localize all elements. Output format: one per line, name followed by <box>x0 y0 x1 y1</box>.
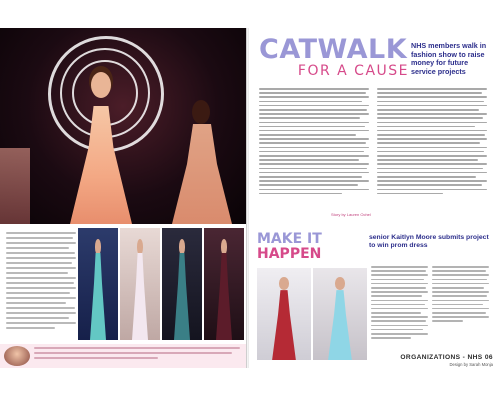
runway-photo-strip <box>78 228 244 340</box>
footer-section: ORGANIZATIONS - NHS <box>400 354 483 361</box>
sidebar-deck: senior Kaitlyn Moore submits project to win prom dress <box>369 234 489 249</box>
story-body <box>259 88 487 218</box>
story-deck: NHS members walk in fashion show to raise money for future service projects <box>411 41 487 76</box>
model-head <box>91 72 111 98</box>
background-model-gown <box>172 124 232 224</box>
left-page <box>0 28 246 368</box>
right-page <box>249 28 495 368</box>
runway-photo <box>120 228 160 340</box>
sidebar-photo <box>313 268 367 360</box>
quote-portrait <box>4 346 30 366</box>
sidebar-headline-top: MAKE IT <box>257 231 322 247</box>
design-credit: Design by Sarah Monja <box>449 362 493 367</box>
left-lower-section <box>0 224 246 368</box>
runway-hero-photo <box>0 28 246 224</box>
background-model-head <box>192 100 210 124</box>
sidebar-photos <box>257 268 367 360</box>
runway-photo <box>204 228 244 340</box>
quote-bar <box>0 344 246 368</box>
story-column <box>377 88 487 218</box>
page-footer <box>389 354 493 367</box>
story-byline: Story by Lauren Ochel <box>331 212 371 217</box>
story-headline <box>259 36 409 78</box>
background-model <box>0 148 30 224</box>
runway-photo <box>78 228 118 340</box>
headline-main: CATWALK <box>259 34 408 65</box>
headline-sub: FOR A CAUSE <box>297 63 409 79</box>
footer-section-label <box>389 354 493 361</box>
sidebar-headline-bottom: HAPPEN <box>257 246 322 262</box>
sidebar-body <box>371 266 489 356</box>
page-number: 06 <box>484 354 493 361</box>
sidebar-headline <box>257 232 377 262</box>
sidebar-column <box>432 266 489 356</box>
story-column <box>259 88 369 218</box>
quote-text <box>34 347 240 362</box>
sidebar-column <box>371 266 428 356</box>
runway-photo <box>162 228 202 340</box>
sidebar-photo <box>257 268 311 360</box>
photo-caption-text <box>6 232 76 342</box>
